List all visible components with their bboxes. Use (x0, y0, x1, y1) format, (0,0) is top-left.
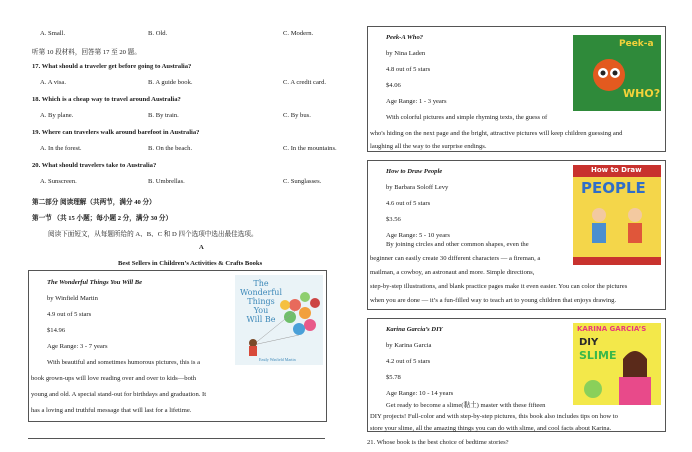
book-description-line: laughing all the way to the surprise endings. (370, 143, 487, 150)
book-card-peek-a-who (367, 26, 666, 152)
question-17: 17. What should a traveler get before going to Australia? (32, 63, 192, 70)
book-price: $4.06 (386, 82, 401, 89)
cover-subtitle: How to Draw (591, 166, 642, 174)
q16-option-b: B. Old. (148, 30, 168, 37)
book-description-line: beginner can easily create 30 different characters — a fireman, a (370, 255, 541, 262)
book-rating: 4.2 out of 5 stars (386, 358, 431, 365)
book-age-range: Age Range: 3 - 7 years (47, 343, 108, 350)
book-author: by Barbara Soloff Levy (386, 184, 449, 191)
book-cover-peek-a-who (573, 35, 661, 111)
q19-option-b: B. On the beach. (148, 145, 193, 152)
section-one-heading: 第一节 （共 15 小题；每小题 2 分，满分 30 分） (32, 215, 173, 222)
q18-option-c: C. By bus. (283, 112, 311, 119)
q17-option-b: B. A guide book. (148, 79, 193, 86)
question-21: 21. Whose book is the best choice of bedtime stories? (367, 439, 509, 446)
book-description-line: step-by-step illustrations, and blank practice pages make it even easier. You can color the pictures (370, 283, 628, 290)
cover-title: The Wonderful Things You Will Be (240, 279, 282, 324)
cover-author: Emily Winfield Martin (259, 357, 296, 362)
book-description-line: has a loving and truthful message that will last for a lifetime. (31, 407, 192, 414)
book-cover-how-to-draw-people (573, 165, 661, 265)
q18-option-a: A. By plane. (40, 112, 74, 119)
book-description-line: when you are done — it’s a fun-filled way to teach art to young children that enjoys drawing. (370, 297, 617, 304)
q19-option-c: C. In the mountains. (283, 145, 337, 152)
q20-option-a: A. Sunscreen. (40, 178, 77, 185)
q17-option-c: C. A credit card. (283, 79, 327, 86)
part-two-heading: 第二部分 阅读理解（共两节，满分 40 分） (32, 199, 156, 206)
book-description-line: DIY projects! Full-color and with step-by-step pictures, this book also includes tips on how to (370, 413, 618, 420)
book-price: $5.78 (386, 374, 401, 381)
book-rating: 4.6 out of 5 stars (386, 200, 431, 207)
book-cover-karina-garcia-diy (573, 323, 661, 405)
book-title: How to Draw People (386, 168, 443, 175)
book-rating: 4.8 out of 5 stars (386, 66, 431, 73)
book-description-line: By joining circles and other common shapes, even the (386, 241, 529, 248)
book-description-line: mailman, a cowboy, an astronaut and more. Simple directions, (370, 269, 535, 276)
passage-letter: A (199, 244, 204, 251)
question-20: 20. What should travelers take to Australia? (32, 162, 157, 169)
cover-title-bottom: WHO? (623, 87, 661, 100)
q19-option-a: A. In the forest. (40, 145, 82, 152)
book-description-line: Get ready to become a slime(黏土) master with these fifteen (386, 402, 546, 409)
book-author: by Karina Garcia (386, 342, 432, 349)
book-description-line: who's hiding on the next page and the bright, attractive pictures will keep children guessing and (370, 130, 623, 137)
cover-diy: DIY (579, 337, 599, 348)
q20-option-b: B. Umbrellas. (148, 178, 185, 185)
cover-title: PEOPLE (581, 179, 646, 197)
book-author: by Winfield Martin (47, 295, 98, 302)
book-age-range: Age Range: 1 - 3 years (386, 98, 447, 105)
book-author: by Nina Laden (386, 50, 426, 57)
book-age-range: Age Range: 5 - 10 years (386, 232, 450, 239)
q16-option-a: A. Small. (40, 30, 66, 37)
book-age-range: Age Range: 10 - 14 years (386, 390, 454, 397)
book-description-line: book grown-ups will love reading over and over to kids—both (31, 375, 196, 382)
book-description-line: With colorful pictures and simple rhyming texts, the guess of (386, 114, 548, 121)
passage-title: Best Sellers in Children’s Activities & Crafts Books (118, 260, 263, 267)
book-rating: 4.9 out of 5 stars (47, 311, 92, 318)
book-card-wonderful-things (28, 270, 327, 422)
people-illustration (573, 165, 661, 265)
question-19: 19. Where can travelers walk around barefoot in Australia? (32, 129, 200, 136)
book-description-line: store your slime, all the amazing things you can do with slime, and cool facts about Karina. (370, 425, 612, 432)
book-card-karina-garcia-diy (367, 318, 666, 432)
cover-author-name: KARINA GARCIA’S (577, 325, 647, 333)
book-price: $3.56 (386, 216, 401, 223)
person-illustration (573, 323, 661, 405)
listening-instruction: 听第 10 段材料，回答第 17 至 20 题。 (32, 49, 141, 56)
bottom-divider (28, 438, 325, 439)
cover-title-top: Peek-a (619, 39, 654, 49)
book-title: Peek-A Who? (386, 34, 424, 41)
book-cover-wonderful-things (235, 275, 323, 365)
q18-option-b: B. By train. (148, 112, 179, 119)
reading-directions: 阅读下面短文，从每题所给的 A、B、C 和 D 四个选项中选出最佳选项。 (48, 231, 258, 238)
book-title: The Wonderful Things You Will Be (47, 279, 143, 286)
question-18: 18. Which is a cheap way to travel around Australia? (32, 96, 181, 103)
q20-option-c: C. Sunglasses. (283, 178, 322, 185)
cover-slime: SLIME (579, 349, 617, 362)
q16-option-c: C. Modern. (283, 30, 314, 37)
book-description-line: With beautiful and sometimes humorous pictures, this is a (47, 359, 201, 366)
book-title: Karina Garcia’s DIY (386, 326, 443, 333)
book-description-line: young and old. A special stand-out for birthdays and graduation. It (31, 391, 207, 398)
book-price: $14.96 (47, 327, 66, 334)
book-card-how-to-draw-people (367, 160, 666, 310)
q17-option-a: A. A visa. (40, 79, 67, 86)
